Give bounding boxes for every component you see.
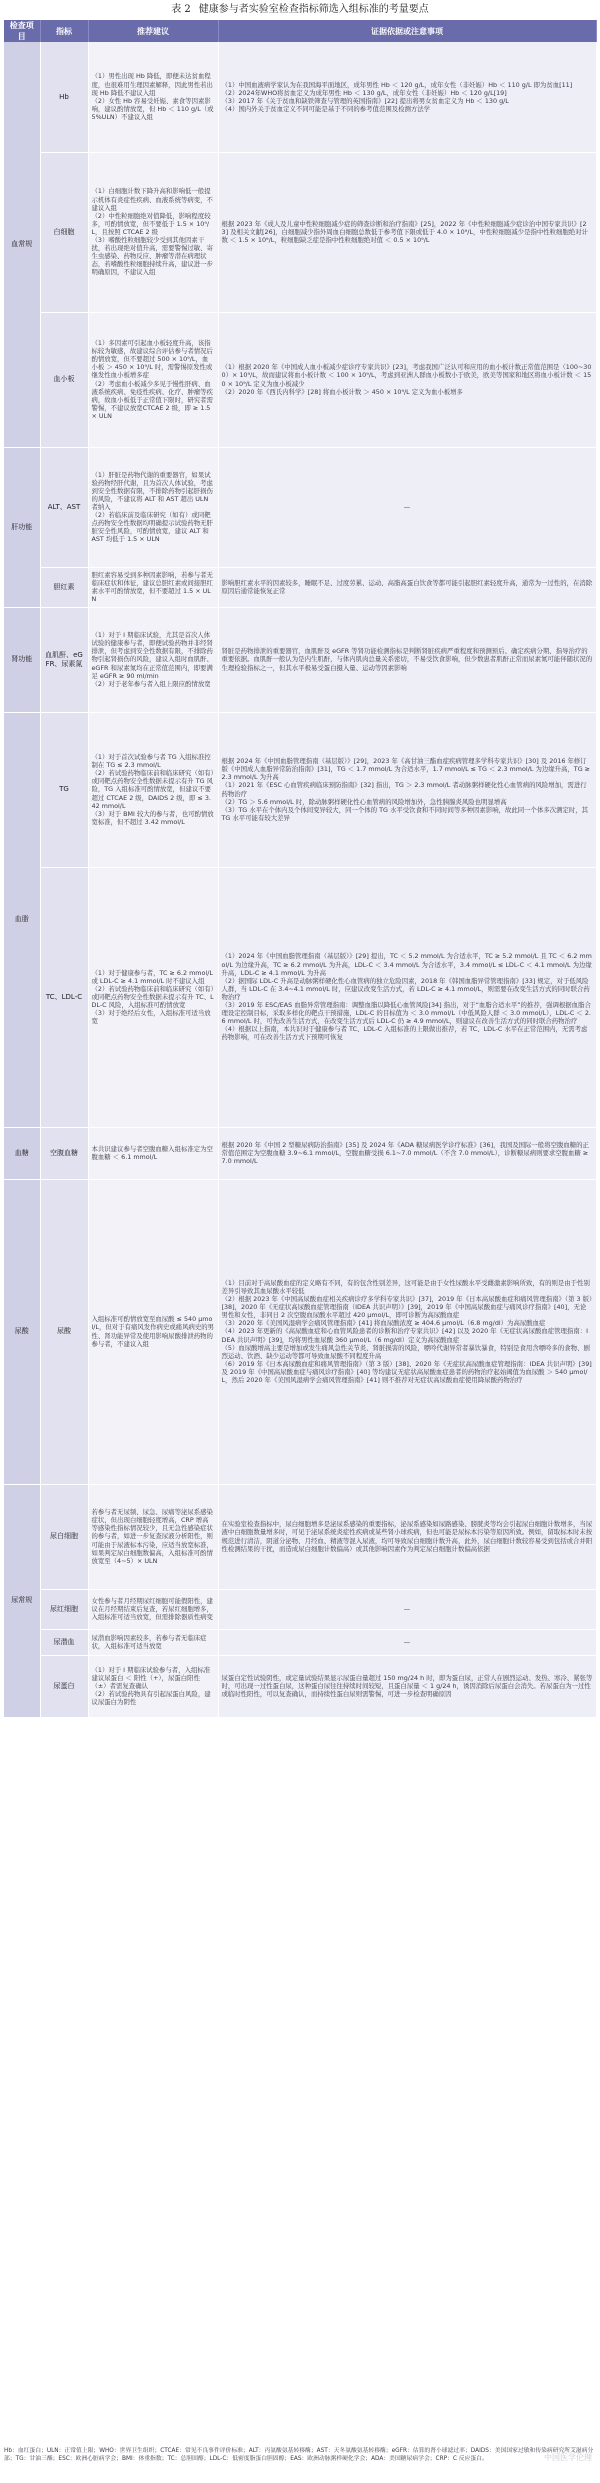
- table-row: [4, 447, 596, 567]
- recommendation-cell: （1）对于 Ⅰ 期临床试验参与者，入组标准建议尿蛋白 ＜ 阳性（+），尿蛋白阳性（±）者需复查确认 （2）若试验药物具有引起尿蛋白风险，建议尿蛋白为阴性: [88, 1655, 218, 1717]
- indicator-cell: 尿潜血: [40, 1629, 88, 1655]
- indicator-cell: ALT、AST: [40, 447, 88, 567]
- recommendation-cell: 入组标准可酌情放宽至血尿酸 ≤ 540 μmol/L，但对于有痛风发作病史或痛风病史的男性、肾功能异常及使用影响尿酸排泄药物的参与者，不建议入组: [88, 1179, 218, 1484]
- recommendation-cell: （1）白细胞计数下降升高和影响低一般提示机体有炎症性疾病、血液系统等病变，不建议入组 （2）中性粒细胞绝对值降低，影响程度较多，可酌情放宽，但不要低于 1.5 × 10⁹/L，且按照 CTCAE 2 级 （3）嗜酸性粒细胞较少受到其他因素干扰，若出现绝对值升高，需要警惕过敏、寄生虫感染、药物反应、肿瘤等潜在病理状态，若嗜酸性粒细胞持续升高，建议进一步明确原因，不建议入组: [88, 152, 218, 312]
- table-row: [4, 712, 596, 867]
- table-row: [4, 1484, 596, 1589]
- recommendation-cell: （1）对于首次试验参与者 TG 入组标准控制在 TG ≤ 2.3 mmol/L （2）若试验药物临床前和临床研究（如有）或同靶点药物安全性数据未提示有升 TG 风险，TG 入组标准可酌情放宽，但建议不要超过 CTCAE 2 级，DAIDS 2 级，即 ≤ 3.42 mmol/L （3）对于 BMI 较大的参与者，也可酌情放宽标准，但不超过 3.42 mmol/L: [88, 712, 218, 867]
- table-row: [4, 1179, 596, 1484]
- evidence-cell: 影响胆红素水平的因素较多，睡眠不足、过度劳累、运动、高脂高蛋白饮食等都可能引起胆红素轻度升高，通常为一过性的，在消除原因后通常能恢复正常: [218, 567, 596, 607]
- evidence-cell: 根据 2023 年《成人及儿童中性粒细胞减少症的筛查诊断和治疗指南》[25]，2022 年《中性粒细胞减少症诊治中国专家共识》[23] 及相关文献[26]，白细胞减少指外周血白细胞总数低于参考值下限或低于 4.0 × 10⁹/L，中性粒细胞减少是指中性粒细胞绝对计数 ＜ 1.5 × 10⁹/L，粒细胞缺乏症是指中性粒细胞绝对值 ＜ 0.5 × 10⁹/L: [218, 152, 596, 312]
- watermark-stamp: 中国医学伦理: [544, 2453, 592, 2462]
- indicator-cell: 胆红素: [40, 567, 88, 607]
- indicator-cell: 血肌酐、eGFR、尿素氮: [40, 607, 88, 712]
- table-header-row: [4, 20, 596, 42]
- indicator-cell: 尿酸: [40, 1179, 88, 1484]
- indicator-cell: 尿蛋白: [40, 1655, 88, 1717]
- recommendation-cell: （1）对于 Ⅰ 期临床试验，尤其是首次人体试验的健康参与者，即便试验药物并非经肾排泄，但考虑到安全性数据有限，不排除药物引起肾损伤的风险，建议入组时血肌酐、eGFR 和尿素氮均在正常值范围内，即要满足 eGFR ≥ 90 ml/min （2）对于老年参与者入组上限应酌情放宽: [88, 607, 218, 712]
- recommendation-cell: （1）男性出现 Hb 降低，即便未达贫血程度，也很难用生理因素解释，因此男性若出现 Hb 降低不建议入组 （2）女性 Hb 容易受妊娠、素食等因素影响，建议酌情放宽，但 Hb ＜ 110 g/L（或 5%ULN）不建议入组: [88, 42, 218, 152]
- header-item: 检查项目: [4, 20, 40, 42]
- category-cell: 尿常规: [4, 1484, 40, 1717]
- evidence-cell: 肾脏是药物排泄的重要器官，血肌酐及 eGFR 等肾功能检测指标是判断肾脏疾病严重程度和预测预后、确定疾病分期、指导治疗的重要依据。血肌酐一般认为是内生肌酐，与体内肌肉总量关系密切，不易受饮食影响，但少数患者肌酐正常而尿素氮可能伴随状况的生理检验指标之一，但其水平极易受蛋白摄入量、运动等因素影响: [218, 607, 596, 712]
- evidence-cell: 在实验室检查指标中，尿白细胞增多是泌尿系感染的重要指标，泌尿系感染如尿路感染、膀胱炎等均会引起尿白细胞计数增多，当尿液中白细胞数量增多时，可见于泌尿系统炎症性疾病或某些肾小球疾病，但也可能是尿标本污染等原因所致。例如，留取标本时未按规范进行清洁，阴道分泌物、月经血、精液等混入尿液，均可导致尿白细胞计数升高，此外，尿白细胞计数较容易受到包括或合并阳性检测结果的干扰，而造成尿白细胞计数偏高）或其他影响因素作为判定尿白细胞计数偏高依据: [218, 1484, 596, 1589]
- evidence-cell: —: [218, 447, 596, 567]
- evidence-cell: 根据 2020 年《中国 2 型糖尿病防治指南》[35] 及 2024 年《ADA 糖尿病医学诊疗标准》[36]，我国及国际一般将空腹血糖的正常值范围定为空腹血糖 3.9~6.1 mmol/L，空腹血糖受损 6.1~7.0 mmol/L（不含 7.0 mmol/L），诊断糖尿病则要求空腹血糖 ≥ 7.0 mmol/L: [218, 1127, 596, 1179]
- table-footnote: Hb：血红蛋白；ULN：正常值上限；WHO：世界卫生组织；CTCAE：常见不良事件评价标准；ALT：丙氨酸氨基转移酶；AST：天冬氨酸氨基转移酶；eGFR：估算的肾小球滤过率；DAIDS：美国国家过敏和传染病研究所艾滋病分部；TG：甘油三酯；ESC：欧洲心脏病学会；BMI：体重指数；TC：总胆固醇；LDL-C：低密度脂蛋白胆固醇；EAS：欧洲动脉粥样硬化学会；ADA：美国糖尿病学会；CRP：C 反应蛋白。: [4, 2448, 594, 2462]
- recommendation-cell: 胆红素容易受到多种因素影响，若参与者无临床症状和体征，建议总胆红素或间接胆红素水平可酌情放宽，但不要超过 1.5 × ULN: [88, 567, 218, 607]
- table-row: [4, 1589, 596, 1629]
- evidence-cell: 根据 2024 年《中国血脂管理指南（基层版）》[29]，2023 年《高甘油三酯血症疾病管理多学科专家共识》[30] 及 2016 年修订版《中国成人血脂异常防治指南》[31]，TG ＜ 1.7 mmol/L 为合适水平，1.7 mmol/L ≤ TG ＜ 2.3 mmol/L 为边缘升高，TG ≥ 2.3 mmol/L 为升高 （1）2021 年《ESC 心血管疾病临床预防指南》[32] 指出，TG ＞ 2.3 mmol/L 者动脉粥样硬化性心血管病的风险增加，需进行药物治疗 （2）TG ＞ 5.6 mmol/L 时，除动脉粥样硬化性心血管病的风险增加外，急性胰腺炎风险也明显增高 （3）TG 水平在个体内及个体间变异较大，同一个体的 TG 水平受饮食和不同时间等多种因素影响，故此同一个体多次测定时，其 TG 水平可能有较大差异: [218, 712, 596, 867]
- recommendation-cell: （1）肝脏是药物代谢的重要器官，如果试验药物经肝代谢，且为首次人体试验，考虑到安全性数据有限，不排除药物引起肝损伤的风险，不建议将 ALT 和 AST 超出 ULN 者纳入 （2）若临床前及临床研究（如有）或同靶点药物安全性数据均明确提示试验药物无肝脏安全性风险，可酌情放宽，建议 ALT 和 AST 均低于 1.5 × ULN: [88, 447, 218, 567]
- table-row: [4, 867, 596, 1127]
- category-cell: 肾功能: [4, 607, 40, 712]
- table-row: [4, 152, 596, 312]
- recommendation-cell: 若参与者无尿频、尿急、尿痛等泌尿系感染症状，但出现白细胞轻度增高，CRP 增高等感染性指标情况较少，且无急性感染症状的参与者，如进一步复查尿液分析阳性，则可能由于尿液标本污染，应适当放宽标准，如果判定尿白细胞数偏高，入组标准可酌情放宽至（4~5）× ULN: [88, 1484, 218, 1589]
- table-row: [4, 1127, 596, 1179]
- evidence-cell: —: [218, 1629, 596, 1655]
- indicator-cell: 尿红细胞: [40, 1589, 88, 1629]
- table-row: [4, 1629, 596, 1655]
- table-title: [0, 0, 600, 17]
- indicator-cell: 血小板: [40, 312, 88, 447]
- evidence-cell: （1）根据 2020 年《中国成人血小板减少症诊疗专家共识》[23]，考虑我国广泛认可和应用的血小板计数正常值范围是（100~300）× 10⁹/L，故而建议将血小板计数 ＜ 100 × 10⁹/L，考虑到亚洲人群血小板数小于欧美，欧美等国家和地区将血小板计数 ＜ 150 × 10⁹/L 定义为血小板减少 （2）2020 年《西氏内科学》[28] 将血小板计数 ＞ 450 × 10⁹/L 定义为血小板增多: [218, 312, 596, 447]
- category-cell: 肝功能: [4, 447, 40, 607]
- header-evidence: 证据依据或注意事项: [218, 20, 596, 42]
- evidence-cell: （1）中国血液病学家认为在我国海平面地区，成年男性 Hb ＜ 120 g/L，成年女性（非妊娠）Hb ＜ 110 g/L 即为贫血[11] （2）2024年WHO将贫血定义为成年男性 Hb ＜ 130 g/L，成年女性（非妊娠）Hb ＜ 120 g/L[19] （3）2017 年《关于贫血和缺铁筛查与管理的英国指南》[22] 提出将男女贫血定义为 Hb ＜ 130 g/L （4）国内外关于贫血定义不同可能是基于不同的参考值范围及检测方法学: [218, 42, 596, 152]
- table-row: [4, 607, 596, 712]
- recommendation-cell: （1）多因素可引起血小板轻度升高，该指标较为敏感，故建议综合评估参与者情况后酌情放宽，但不要超过 500 × 10⁹/L，血小板 ＞ 450 × 10⁹/L 时，需警惕原发性或继发性血小板增多症 （2）考虑血小板减少多见于慢性肝病、血液系统疾病、免疫性疾病、化疗、肿瘤等疾病，故血小板低于正常值下限时，研究者需警惕，不建议放宽CTCAE 2 级，即 ≥ 1.5 × ULN: [88, 312, 218, 447]
- table-row: [4, 312, 596, 447]
- evidence-cell: —: [218, 1589, 596, 1629]
- recommendation-cell: 尿潜血影响因素较多，若参与者无临床症状，入组标准可适当放宽: [88, 1629, 218, 1655]
- indicator-cell: 空腹血糖: [40, 1127, 88, 1179]
- indicator-cell: TC、LDL-C: [40, 867, 88, 1127]
- recommendation-cell: 本共识建议参与者空腹血糖入组标准定为空腹血糖 ＜ 6.1 mmol/L: [88, 1127, 218, 1179]
- category-cell: 血糖: [4, 1127, 40, 1179]
- header-indicator: 指标: [40, 20, 88, 42]
- category-cell: 尿酸: [4, 1179, 40, 1484]
- evidence-cell: （1）目前对于高尿酸血症的定义略有不同，有的包含性别差异，这可能是由于女性尿酸水平受雌激素影响所致，有的则是由于性别差异引导致其血尿酸水平较低 （2）根据 2023 年《中国高尿酸血症相关疾病诊疗多学科专家共识》[37]，2019 年《日本高尿酸血症和痛风管理指南》（第 3 版）[38]，2020 年《无症状高尿酸血症管理指南（IDEA 共识声明）》[39]，2019 年《中国高尿酸血症与痛风诊疗指南》[40]，无论男性和女性，非同日 2 次空腹血尿酸水平超过 420 μmol/L，即可诊断为高尿酸血症 （3）2020 年《美国风湿病学会痛风管理指南》[41] 将血尿酸浓度 ≥ 404.6 μmol/L（6.8 mg/dl）为高尿酸血症 （4）2023 年更新的《高尿酸血症和心血管风险患者的诊断和治疗专家共识》[42] 以及 2020 年《无症状高尿酸血症管理指南：IDEA 共识声明》[39]，均将男性血尿酸 360 μmol/L（6 mg/dl）定义为高尿酸血症 （5）血尿酸增高主要是增加或发生痛风急性关节炎、肾脏损害的风险，嘌呤代谢异常者暴饮暴食，特别是食用含嘌呤多的食物、剧烈运动、饮酒、缺少运动等都可导致血尿酸不同程度升高 （6）2019 年《日本高尿酸血症和痛风管理指南》（第 3 版）[38]、2020 年《无症状高尿酸血症管理指南：IDEA 共识声明》[39] 及 2019 年《中国高尿酸血症与痛风诊疗指南》[40] 等均建议无症状高尿酸血症患者的药物治疗起始阈值为血尿酸 ＞ 540 μmol/L，然后 2020 年《美国风湿病学会痛风管理指南》[41] 则不推荐对无症状高尿酸血症使用降尿酸药物治疗: [218, 1179, 596, 1484]
- table-caption: 健康参与者实验室检查指标筛选入组标准的考量要点: [198, 4, 429, 15]
- category-cell: 血脂: [4, 712, 40, 1127]
- recommendation-cell: 女性参与者月经期尿红细胞可能假阳性，建议在月经期结束后复查，若尿红细胞增多，入组标准可适当放宽，但需排除器质性病变: [88, 1589, 218, 1629]
- indicator-cell: 白细胞: [40, 152, 88, 312]
- indicator-cell: Hb: [40, 42, 88, 152]
- indicator-cell: TG: [40, 712, 88, 867]
- evidence-cell: （1）2024 年《中国血脂管理指南（基层版）》[29] 提出，TC ＜ 5.2 mmol/L 为合适水平，TC ≥ 5.2 mmol/L 且 TC ＜ 6.2 mmol/L 为边缘升高，TC ≥ 6.2 mmol/L 为升高，LDL-C ＜ 3.4 mmol/L 为合适水平，3.4 mmol/L ≤ LDL-C ＜ 4.1 mmol/L 为边缘升高，LDL-C ≥ 4.1 mmol/L 为升高 （2）据国际 LDL-C 升高是动脉粥样硬化性心血管病的独立危险因素，2018 年《韩国血脂异常管理指南》[33] 规定，对于低风险人群，当 LDL-C 在 3.4~4.1 mmol/L 时，应建议改变生活方式，若 LDL-C ≥ 4.1 mmol/L，则需要在改变生活方式的同时联合药物治疗 （3）2019 年 ESC/EAS 血脂异常管理指南：调整血脂以降低心血管风险[34] 指出，对于“血脂合适水平”的推荐，强调根据血脂合理设定控制目标，采取多样化的靶点干预措施，LDL-C 的目标值为 ＜ 3.0 mmol/L（中低风险人群 ＜ 3.0 mmol/L），LDL-C ＜ 2.6 mmol/L 时，可先改善生活方式，在改变生活方式后 LDL-C 仍 ≥ 4.9 mmol/L，则建议在改善生活方式的同时联合药物治疗 （4）根据以上指南，本共识对于健康参与者 TC、LDL-C 入组标准的上限做出推荐，若 TC、LDL-C 水平在正常范围内，无需考虑药物影响，可在改善生活方式下预期可恢复: [218, 867, 596, 1127]
- category-cell: 血常规: [4, 42, 40, 447]
- criteria-table: [4, 20, 597, 1718]
- recommendation-cell: （1）对于健康参与者，TC ≥ 6.2 mmol/L 或 LDL-C ≥ 4.1 mmol/L 时不建议入组 （2）若试验药物临床前和临床研究（如有）或同靶点药物安全性数据未提示有升 TC、LDL-C 风险，入组标准可酌情放宽 （3）对于绝经后女性，入组标准可适当放宽: [88, 867, 218, 1127]
- table-row: [4, 567, 596, 607]
- table-row: [4, 42, 596, 152]
- header-recommendation: 推荐建议: [88, 20, 218, 42]
- indicator-cell: 尿白细胞: [40, 1484, 88, 1589]
- table-row: [4, 1655, 596, 1717]
- evidence-cell: 尿蛋白定性试验阴性，或定量试验结果显示尿蛋白量超过 150 mg/24 h 时，即为蛋白尿，正常人在剧烈运动、发热、寒冷、紧张等时，可出现一过性蛋白尿，这种蛋白尿往往持续时间较短，且蛋白尿量 ＜ 1 g/24 h，诱因消除后尿蛋白会消失。若尿蛋白为一过性或临时性阳性，可以复查确认，而持续性蛋白尿则需警惕，可进一步检查明确原因: [218, 1655, 596, 1717]
- table-number: 表 2: [171, 4, 191, 15]
